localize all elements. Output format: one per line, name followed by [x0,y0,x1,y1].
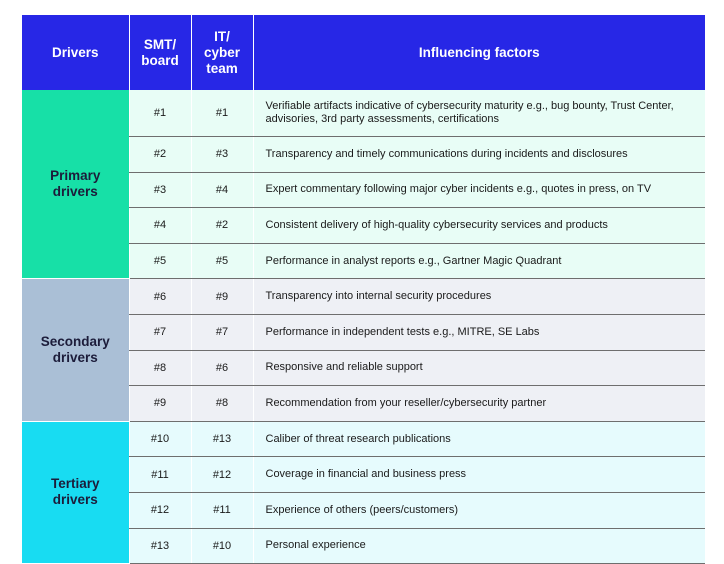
influencing-factor-cell: Experience of others (peers/customers) [253,492,705,528]
it-rank-cell: #12 [191,457,253,493]
header-it-cyber-team: IT/ cyber team [191,15,253,90]
influencing-factor-cell: Verifiable artifacts indicative of cybersecurity maturity e.g., bug bounty, Trust Center, advisories, 3rd party assessments, certifications [253,90,705,137]
influencing-factor-cell: Performance in independent tests e.g., MITRE, SE Labs [253,314,705,350]
header-row [22,15,705,90]
table-row [22,90,705,137]
it-rank-cell: #9 [191,279,253,315]
secondary-drivers-label: Secondary drivers [22,279,129,421]
influencing-factor-cell: Coverage in financial and business press [253,457,705,493]
it-rank-cell: #13 [191,421,253,457]
it-rank-cell: #7 [191,314,253,350]
drivers-table [22,15,705,564]
smt-rank-cell: #9 [129,386,191,422]
it-rank-cell: #3 [191,137,253,173]
header-drivers: Drivers [22,15,129,90]
smt-rank-cell: #10 [129,421,191,457]
it-rank-cell: #10 [191,528,253,564]
it-rank-cell: #8 [191,386,253,422]
influencing-factor-cell: Caliber of threat research publications [253,421,705,457]
it-rank-cell: #6 [191,350,253,386]
it-rank-cell: #2 [191,208,253,244]
it-rank-cell: #5 [191,243,253,279]
header-influencing-factors: Influencing factors [253,15,705,90]
influencing-factor-cell: Recommendation from your reseller/cybersecurity partner [253,386,705,422]
influencing-factor-cell: Expert commentary following major cyber incidents e.g., quotes in press, on TV [253,172,705,208]
influencing-factor-cell: Performance in analyst reports e.g., Gartner Magic Quadrant [253,243,705,279]
table-row [22,421,705,457]
smt-rank-cell: #13 [129,528,191,564]
smt-rank-cell: #8 [129,350,191,386]
table-row [22,279,705,315]
it-rank-cell: #11 [191,492,253,528]
smt-rank-cell: #6 [129,279,191,315]
smt-rank-cell: #12 [129,492,191,528]
table-header [22,15,705,90]
tertiary-drivers-label: Tertiary drivers [22,421,129,563]
smt-rank-cell: #1 [129,90,191,137]
influencing-factor-cell: Transparency and timely communications during incidents and disclosures [253,137,705,173]
it-rank-cell: #4 [191,172,253,208]
influencing-factor-cell: Consistent delivery of high-quality cybersecurity services and products [253,208,705,244]
influencing-factor-cell: Personal experience [253,528,705,564]
table-body [22,90,705,564]
influencing-factor-cell: Responsive and reliable support [253,350,705,386]
header-smt-board: SMT/ board [129,15,191,90]
influencing-factor-cell: Transparency into internal security procedures [253,279,705,315]
smt-rank-cell: #3 [129,172,191,208]
smt-rank-cell: #2 [129,137,191,173]
smt-rank-cell: #11 [129,457,191,493]
it-rank-cell: #1 [191,90,253,137]
smt-rank-cell: #7 [129,314,191,350]
primary-drivers-label: Primary drivers [22,90,129,279]
smt-rank-cell: #4 [129,208,191,244]
smt-rank-cell: #5 [129,243,191,279]
